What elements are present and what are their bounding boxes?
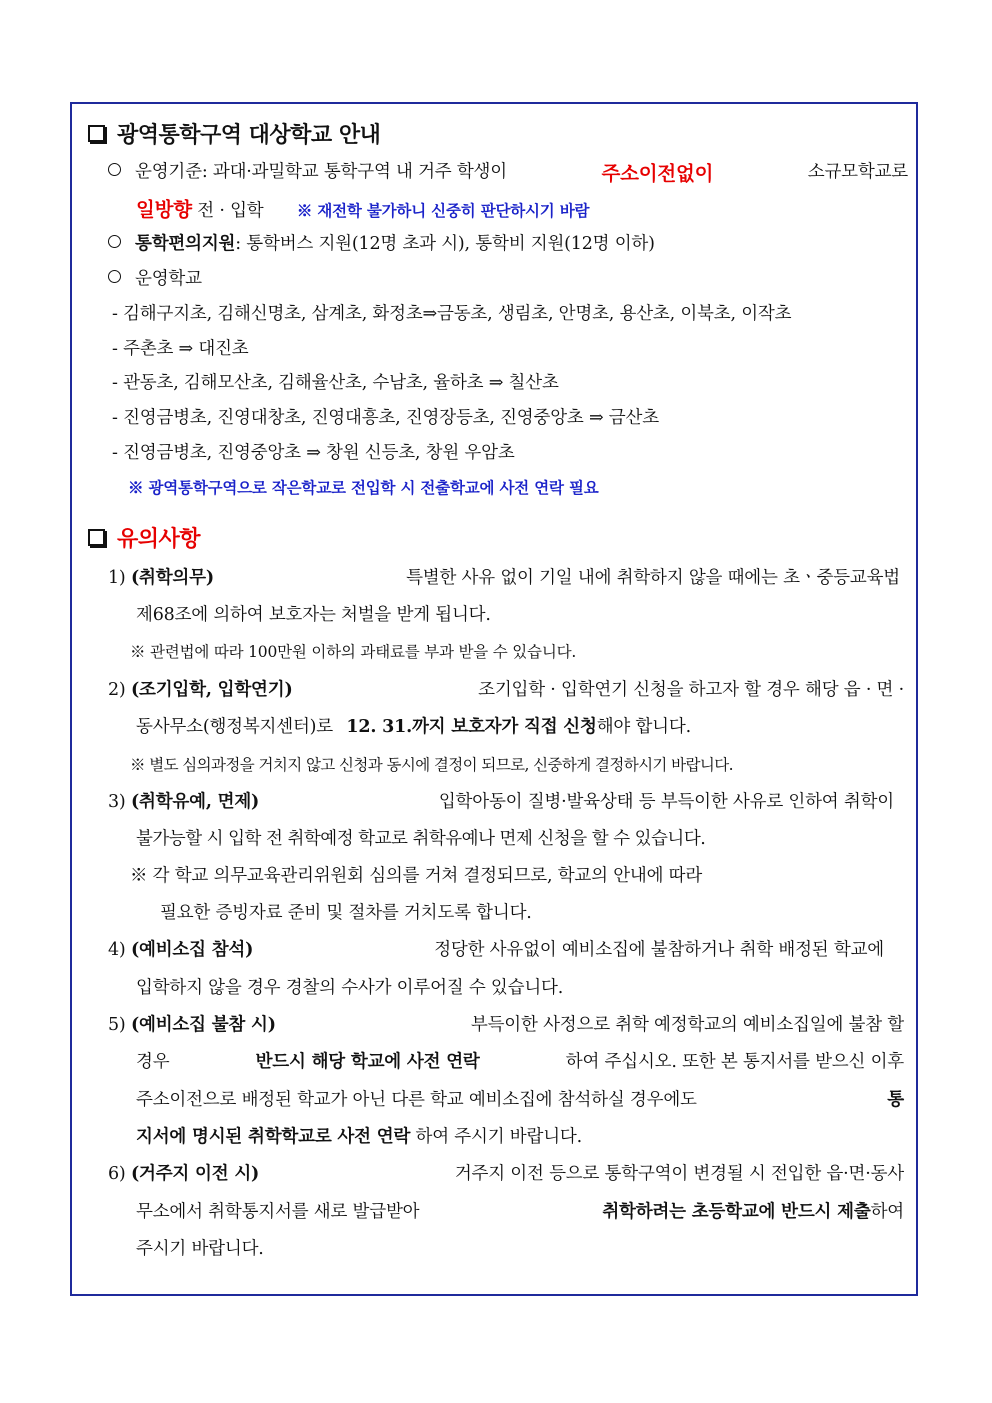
criteria-highlight: 주소이전없이: [601, 162, 714, 185]
caution-item-6: 6) (거주지 이전 시) 거주지 이전 등으로 통학구역이 변경될 시 전입한 읍·면·동사: [108, 1164, 904, 1184]
section-heading-cautions: [88, 522, 200, 553]
caution-item-2: 2) (조기입학, 입학연기) 조기입학 · 입학연기 신청을 하고자 할 경우 해당 읍 · 면 ·: [108, 680, 904, 700]
support-line: 통학편의지원: 통학버스 지원(12명 초과 시), 통학비 지원(12명 이하): [108, 230, 655, 255]
bullet-circle-icon: [108, 270, 121, 283]
caution-item-4: 4) (예비소집 참석) 정당한 사유없이 예비소집에 불참하거나 취학 배정된 학교에: [108, 940, 884, 960]
school-list-item: - 관동초, 김해모산초, 김해율산초, 수남초, 율하초 ⇒ 칠산초: [112, 373, 559, 393]
caution-item-2-note: ※ 별도 심의과정을 거치지 않고 신청과 동시에 결정이 되므로, 신중하게 결정하시기 바랍니다.: [130, 756, 733, 774]
caution-item-3: 3) (취학유예, 면제) 입학아동이 질병·발육상태 등 부득이한 사유로 인하여 취학이: [108, 792, 894, 812]
school-list-item: - 진영금병초, 진영대창초, 진영대흥초, 진영장등초, 진영중앙초 ⇒ 금산초: [112, 408, 659, 428]
criteria-line-1: 운영기준: 과대·과밀학교 통학구역 내 거주 학생이 주소이전없이 소규모학교로: [108, 158, 908, 186]
caution-item-3-note-cont: 필요한 증빙자료 준비 및 절차를 거치도록 합니다.: [160, 903, 532, 923]
caution-item-1-note: ※ 관련법에 따라 100만원 이하의 과태료를 부과 받을 수 있습니다.: [130, 643, 577, 661]
caution-item-6-cont-2: 주시기 바랍니다.: [136, 1239, 264, 1259]
section-title: 광역통학구역 대상학교 안내: [117, 123, 381, 148]
caution-item-1-cont: 제68조에 의하여 보호자는 처벌을 받게 됩니다.: [136, 605, 491, 625]
caution-item-4-cont: 입학하지 않을 경우 경찰의 수사가 이루어질 수 있습니다.: [136, 978, 564, 998]
caution-item-5: 5) (예비소집 불참 시) 부득이한 사정으로 취학 예정학교의 예비소집일에 불참 할: [108, 1015, 904, 1035]
school-list-item: - 주촌초 ⇒ 대진초: [112, 339, 249, 359]
caution-item-2-cont: 동사무소(행정복지센터)로 12. 31.까지 보호자가 직접 신청해야 합니다.: [136, 717, 691, 737]
caution-item-5-cont: 경우 반드시 해당 학교에 사전 연락 하여 주십시오. 또한 본 통지서를 받으신 이후: [136, 1052, 904, 1072]
bullet-circle-icon: [108, 163, 121, 176]
schools-label-line: 운영학교: [108, 265, 202, 290]
notice-frame: [70, 102, 918, 1296]
caution-item-3-note: ※ 각 학교 의무교육관리위원회 심의를 거쳐 결정되므로, 학교의 안내에 따라: [130, 866, 703, 886]
caution-item-6-cont: 무소에서 취학통지서를 새로 발급받아 취학하려는 초등학교에 반드시 제출하여: [136, 1202, 904, 1222]
section-heading-school-info: [88, 118, 380, 149]
criteria-highlight-2: 일방향: [136, 198, 192, 221]
criteria-note: ※ 재전학 불가하니 신중히 판단하시기 바람: [296, 201, 590, 220]
checkbox-square-icon: [88, 125, 105, 142]
caution-item-5-cont-2: 주소이전으로 배정된 학교가 아닌 다른 학교 예비소집에 참석하실 경우에도 통: [136, 1090, 904, 1110]
criteria-line-2: 일방향 전 · 입학 ※ 재전학 불가하니 신중히 판단하시기 바람: [136, 198, 590, 221]
section-title: 유의사항: [117, 527, 201, 552]
school-list-item: - 김해구지초, 김해신명초, 삼계초, 화정초⇒금동초, 생림초, 안명초, 용산초, 이북초, 이작초: [112, 304, 792, 324]
caution-item-5-cont-3: 지서에 명시된 취학학교로 사전 연락 하여 주시기 바랍니다.: [136, 1127, 582, 1147]
bullet-circle-icon: [108, 235, 121, 248]
transfer-note: ※ 광역통학구역으로 작은학교로 전입학 시 전출학교에 사전 연락 필요: [128, 478, 599, 497]
caution-item-1: 1) (취학의무) 특별한 사유 없이 기일 내에 취학하지 않을 때에는 초ㆍ중등교육법: [108, 568, 900, 588]
school-list-item: - 진영금병초, 진영중앙초 ⇒ 창원 신등초, 창원 우암초: [112, 443, 515, 463]
caution-item-3-cont: 불가능할 시 입학 전 취학예정 학교로 취학유예나 면제 신청을 할 수 있습니다.: [136, 829, 706, 849]
checkbox-square-icon: [88, 529, 105, 546]
